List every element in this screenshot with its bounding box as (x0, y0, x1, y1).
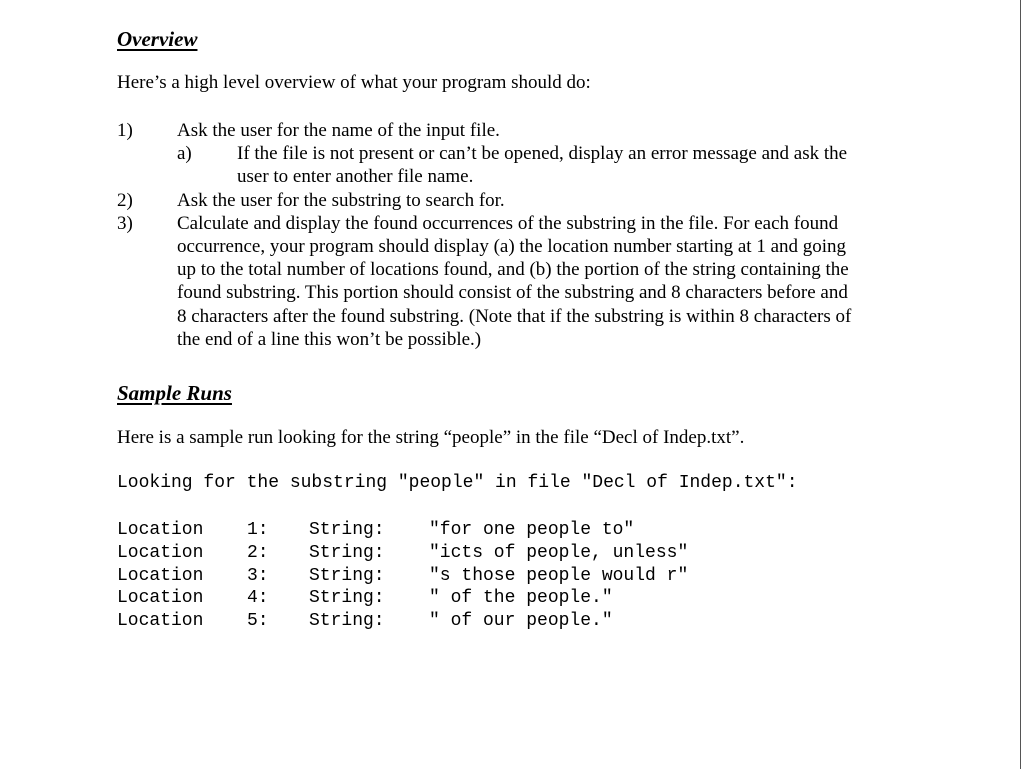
string-label: String: (309, 611, 385, 632)
string-value: "for one people to" (429, 520, 635, 540)
table-row (117, 542, 689, 565)
step-number: 2) (117, 189, 133, 211)
step-text: Ask the user for the substring to search for. (177, 189, 505, 211)
location-number: 5: (247, 611, 269, 632)
step-2 (117, 189, 917, 212)
location-label: Location (117, 520, 204, 540)
location-label: Location (117, 542, 204, 563)
table-row (117, 587, 613, 610)
table-row (117, 519, 635, 542)
sample-runs-heading: Sample Runs (117, 381, 232, 405)
step-3 (117, 212, 917, 351)
string-value: "s those people would r" (429, 565, 689, 586)
step-line: 8 characters after the found substring. (Note that if the substring is within 8 characters of (177, 305, 852, 327)
string-value: "icts of people, unless" (429, 542, 689, 563)
string-value: " of the people." (429, 588, 613, 609)
step-line: found substring. This portion should consist of the substring and 8 characters before and (177, 282, 848, 304)
step-line: the end of a line this won’t be possible.) (177, 328, 482, 350)
location-number: 4: (247, 588, 269, 609)
sample-runs-intro: Here is a sample run looking for the string “people” in the file “Decl of Indep.txt”. (117, 427, 745, 448)
location-number: 2: (247, 542, 269, 563)
string-label: String: (309, 542, 385, 563)
table-row (117, 565, 689, 588)
step-number: 1) (117, 120, 133, 141)
sample-output-table (117, 519, 689, 633)
step-1 (117, 119, 917, 189)
location-label: Location (117, 611, 204, 632)
substep-line: user to enter another file name. (237, 166, 474, 188)
string-label: String: (309, 565, 385, 586)
sample-command-line: Looking for the substring "people" in file "Decl of Indep.txt": (117, 473, 798, 493)
step-line: up to the total number of locations found, and (b) the portion of the string containing the (177, 259, 849, 281)
overview-intro: Here’s a high level overview of what your program should do: (117, 72, 591, 93)
string-label: String: (309, 588, 385, 609)
string-value: " of our people." (429, 611, 613, 632)
step-text: Ask the user for the name of the input file. (177, 120, 500, 141)
substep-line: If the file is not present or can’t be opened, display an error message and ask the (237, 143, 848, 165)
step-number: 3) (117, 212, 133, 234)
location-label: Location (117, 565, 204, 586)
location-number: 3: (247, 565, 269, 586)
table-row (117, 610, 613, 633)
overview-heading: Overview (117, 27, 198, 51)
string-label: String: (309, 520, 385, 540)
step-line: occurrence, your program should display (a) the location number starting at 1 and going (177, 236, 847, 258)
location-number: 1: (247, 520, 269, 540)
substep-a (177, 142, 917, 188)
page-right-edge (1020, 0, 1021, 769)
location-label: Location (117, 588, 204, 609)
substep-number: a) (177, 143, 192, 165)
step-line: Calculate and display the found occurrences of the substring in the file. For each found (177, 212, 839, 234)
steps-list (117, 119, 917, 351)
